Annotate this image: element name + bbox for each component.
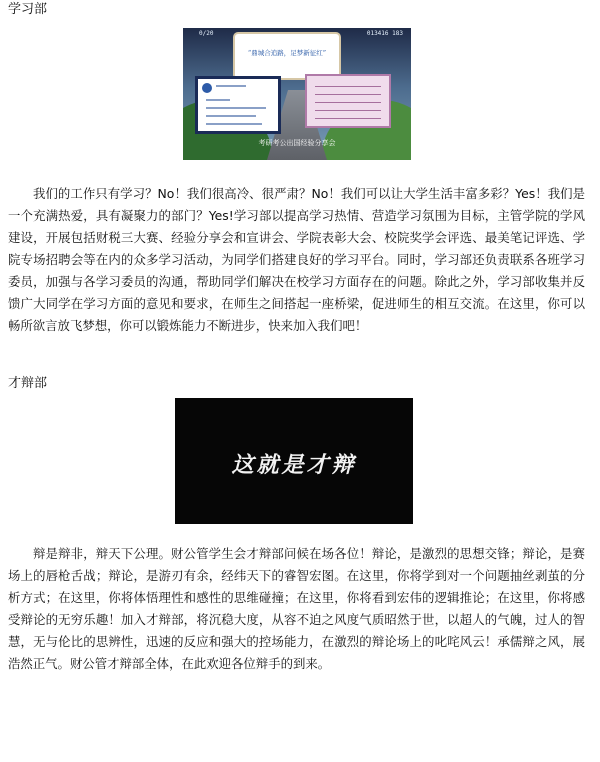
slide-line [206, 99, 230, 101]
video-caption: 考研考公出国经验分享会 [258, 139, 336, 147]
slide-line [216, 85, 246, 87]
slide-line [315, 102, 381, 103]
slide-line [206, 115, 256, 117]
hud-score-value: 013416 [366, 30, 389, 37]
debate-dept-image [175, 398, 413, 524]
slide-line [206, 123, 262, 125]
slide-line [315, 86, 381, 87]
calligraphy-text: 这就是才辩 [231, 452, 357, 478]
slogan-text: “鼎城合追路，足梦新征红” [247, 49, 327, 57]
hud-score-sub: 183 [392, 30, 403, 37]
debate-dept-heading: 才辩部 [8, 376, 48, 391]
study-dept-video-image [183, 28, 411, 160]
slide-line [315, 118, 381, 119]
slogan-board [235, 34, 339, 78]
slide-panel-right [305, 74, 391, 128]
logo-icon [202, 83, 212, 93]
debate-dept-description: 辩是辩非，辩天下公理。财公管学生会才辩部问候在场各位！辩论，是激烈的思想交锋；辩论，是赛场上的唇枪舌战；辩论，是游刃有余，经纬天下的睿智宏图。在这里，你将学到对一个问题抽丝剥茧的分析方式；在这里，你将体悟理性和感性的思维碰撞；在这里，你将看到宏伟的逻辑推论；在这里，你将感受辩论的无穷乐趣！加入才辩部，将沉稳大度，从容不迫之风度气质昭然于世，以超人的气魄，过人的智慧，无与伦比的思辨性，迅速的反应和强大的控场能力，在激烈的辩论场上的叱咤风云！承儒辩之风，展浩然正气。财公管才辩部全体，在此欢迎各位辩手的到来。 [8, 546, 585, 671]
study-dept-description: 我们的工作只有学习？No！我们很高冷、很严肃？No！我们可以让大学生活丰富多彩？Yes！我们是一个充满热爱，具有凝聚力的部门？Yes!学习部以提高学习热情、营造学习氛围为目标，主管学院的学风建设，开展包括财税三大赛、经验分享会和宣讲会、学院表彰大会、校院奖学会评选、最美笔记评选、学院专场招聘会等在内的众多学习活动，为同学们搭建良好的学习平台。同时，学习部还负责联系各班学习委员，加强与各学习委员的沟通，帮助同学们解决在校学习方面存在的问题。除此之外，学习部收集并反馈广大同学在学习方面的意见和要求，在师生之间搭起一座桥梁，促进师生的相互交流。在这里，你可以畅所欲言放飞梦想，你可以锻炼能力不断进步，快来加入我们吧！ [8, 186, 585, 333]
slide-line [206, 107, 266, 109]
slide-line [315, 110, 381, 111]
hud-score [367, 30, 403, 37]
hud-progress: 0/20 [199, 30, 214, 37]
slide-panel-left [195, 76, 281, 134]
slide-line [315, 94, 381, 95]
study-dept-heading: 学习部 [8, 2, 48, 17]
